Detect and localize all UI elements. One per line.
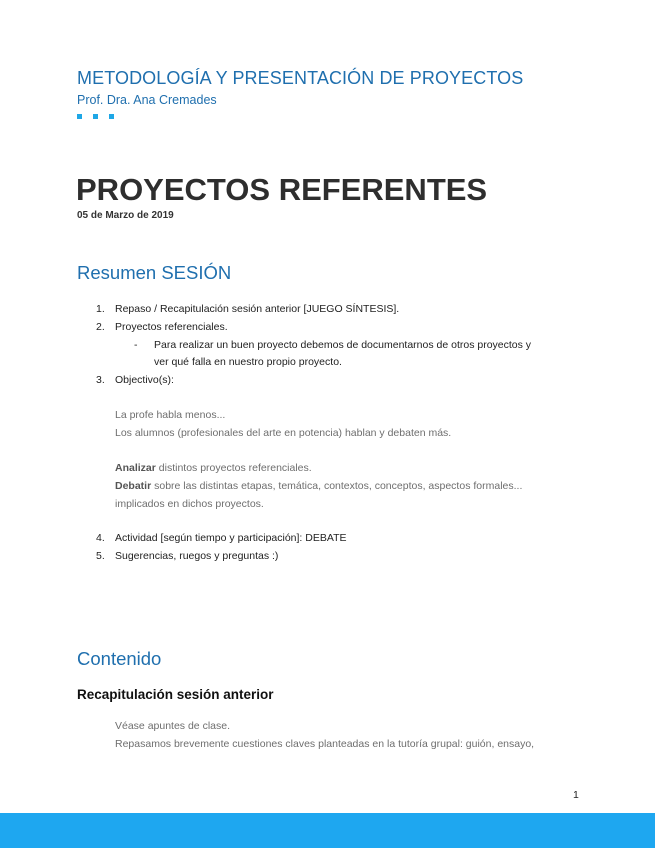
list-number: 3.	[96, 374, 105, 386]
objective-text: Los alumnos (profesionales del arte en potencia) hablan y debaten más.	[115, 427, 452, 439]
course-title: METODOLOGÍA Y PRESENTACIÓN DE PROYECTOS	[77, 68, 524, 88]
debatir-keyword: Debatir	[115, 480, 152, 492]
list-number: 4.	[96, 532, 105, 544]
list-item: Sugerencias, ruegos y preguntas :)	[115, 550, 279, 562]
objective-debatir	[115, 479, 522, 493]
sub-list-dash: -	[134, 339, 138, 351]
list-item: Proyectos referenciales.	[115, 321, 228, 333]
list-number: 2.	[96, 321, 105, 333]
dot-icon	[77, 114, 82, 119]
page-number: 1	[573, 789, 579, 801]
objective-analizar	[115, 461, 312, 475]
analizar-text: distintos proyectos referenciales.	[155, 462, 312, 474]
contenido-text: Véase apuntes de clase.	[115, 720, 230, 732]
list-item: Repaso / Recapitulación sesión anterior [JUEGO SÍNTESIS].	[115, 303, 400, 315]
contenido-heading: Contenido	[77, 648, 162, 669]
analizar-keyword: Analizar	[115, 462, 156, 474]
contenido-text: Repasamos brevemente cuestiones claves planteadas en la tutoría grupal: guión, ensayo,	[115, 738, 535, 750]
list-number: 5.	[96, 550, 105, 562]
dot-icon	[109, 114, 114, 119]
list-number: 1.	[96, 303, 105, 315]
objective-text: La profe habla menos...	[115, 409, 226, 421]
sub-list-item: Para realizar un buen proyecto debemos de documentarnos de otros proyectos y	[154, 339, 532, 351]
list-item: Objectivo(s):	[115, 374, 174, 386]
sub-list-item-continued: ver qué falla en nuestro propio proyecto.	[154, 356, 342, 368]
debatir-text: sobre las distintas etapas, temática, contextos, conceptos, aspectos formales...	[151, 480, 523, 492]
document-title: PROYECTOS REFERENTES	[76, 172, 488, 207]
footer-bar	[0, 813, 655, 848]
objective-text: implicados en dichos proyectos.	[115, 498, 264, 510]
list-item: Actividad [según tiempo y participación]: DEBATE	[115, 532, 347, 544]
dot-icon	[93, 114, 98, 119]
decorative-dots	[77, 114, 125, 120]
contenido-subheading: Recapitulación sesión anterior	[77, 687, 274, 702]
course-author: Prof. Dra. Ana Cremades	[77, 93, 217, 107]
resumen-heading: Resumen SESIÓN	[77, 262, 232, 283]
document-date: 05 de Marzo de 2019	[77, 210, 174, 221]
